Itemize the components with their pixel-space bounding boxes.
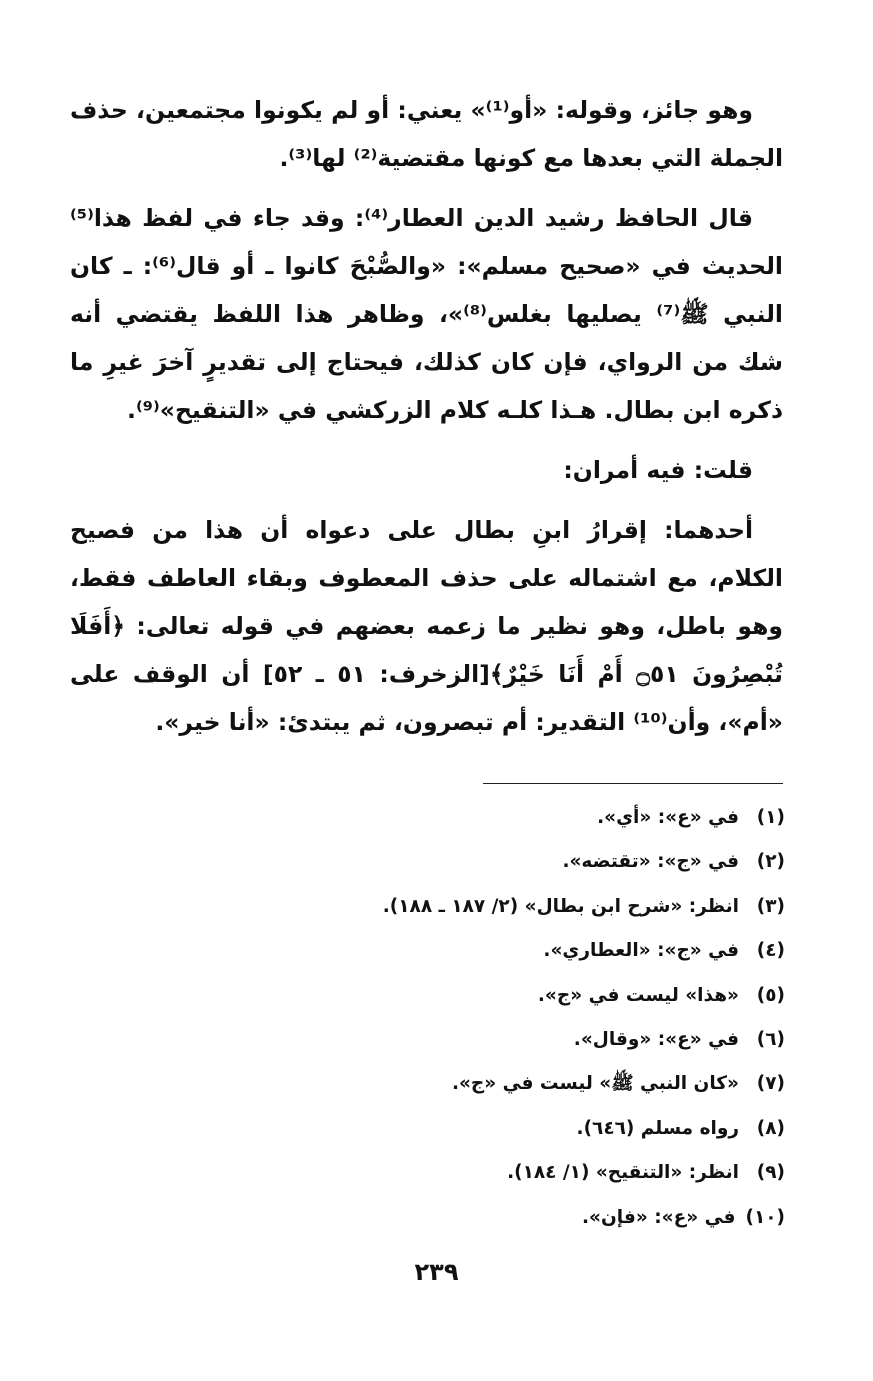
footnote-number: (١) bbox=[756, 807, 785, 828]
footnote-text: رواه مسلم (٦٤٦). bbox=[576, 1117, 739, 1139]
main-text bbox=[70, 86, 783, 746]
footnote-item bbox=[225, 1196, 785, 1240]
footnote-item bbox=[225, 1018, 785, 1062]
paragraph-1: وهو جائز، وقوله: «أو⁽¹⁾» يعني: أو لم يكونوا مجتمعين، حذف الجملة التي بعدها مع كونها مقتضية⁽²⁾ لها⁽³⁾. bbox=[70, 96, 783, 172]
footnote-number: (١٠) bbox=[745, 1206, 785, 1228]
footnote-text: انظر: «شرح ابن بطال» (٢/ ١٨٧ ـ ١٨٨). bbox=[382, 895, 739, 917]
footnote-text: انظر: «التنقيح» (١/ ١٨٤). bbox=[507, 1162, 739, 1184]
page-number: ٢٣٩ bbox=[414, 1258, 459, 1286]
paragraph-4: أحدهما: إقرارُ ابنِ بطال على دعواه أن هذا من فصيح الكلام، مع اشتماله على حذف المعطوف وبقاء العاطف فقط، وهو باطل، وهو نظير ما زعمه بعضهم في قوله تعالى: ﴿أَفَلَا تُبْصِرُونَ ۝٥١ أَمْ أَنَا خَيْرٌ﴾[الزخرف: ٥١ ـ ٥٢] أن الوقف على «أم»، وأن⁽¹⁰⁾ التقدير: أم تبصرون، ثم يبتدئ: «أنا خير». bbox=[70, 516, 783, 736]
footnote-number: (٤) bbox=[756, 940, 785, 962]
paragraph-2: قال الحافظ رشيد الدين العطار⁽⁴⁾: وقد جاء في لفظ هذا⁽⁵⁾ الحديث في «صحيح مسلم»: «والصُّبْحَ كانوا ـ أو قال⁽⁶⁾: ـ كان النبي ﷺ⁽⁷⁾ يصليها بغلس⁽⁸⁾»، وظاهر هذا اللفظ يقتضي أنه شك من الرواي، فإن كان كذلك، فيحتاج إلى تقديرٍ آخرَ غيرِ ما ذكره ابن بطال. هـذا كلـه كلام الزركشي في «التنقيح»⁽⁹⁾. bbox=[70, 204, 783, 424]
footnote-text: في «ج»: «العطاري». bbox=[543, 940, 739, 962]
footnote-number: (٢) bbox=[756, 851, 785, 873]
footnote-item bbox=[225, 1107, 785, 1151]
footnote-item bbox=[225, 1062, 785, 1106]
footnote-text: في «ع»: «أي». bbox=[597, 807, 739, 828]
footnote-text: «هذا» ليست في «ج». bbox=[537, 984, 739, 1006]
footnote-text: في «ع»: «وقال». bbox=[573, 1029, 739, 1051]
footnote-number: (٨) bbox=[756, 1117, 785, 1139]
footnote-item bbox=[225, 929, 785, 973]
footnotes-list bbox=[225, 796, 785, 1240]
footnote-item bbox=[225, 885, 785, 929]
footnote-number: (٥) bbox=[756, 984, 785, 1006]
footnote-number: (٧) bbox=[756, 1073, 785, 1095]
footnote-number: (٩) bbox=[756, 1162, 785, 1184]
footnote-item bbox=[225, 1151, 785, 1195]
footnote-separator bbox=[483, 783, 783, 784]
footnote-number: (٦) bbox=[756, 1029, 785, 1051]
footnote-text: في «ع»: «فإن». bbox=[582, 1206, 736, 1228]
footnote-text: في «ج»: «تقتضه». bbox=[562, 851, 739, 873]
paragraph-3: قلت: فيه أمران: bbox=[563, 456, 753, 484]
footnote-item bbox=[225, 840, 785, 884]
footnote-item bbox=[225, 796, 785, 840]
footnote-item bbox=[225, 974, 785, 1018]
footnote-number: (٣) bbox=[756, 895, 785, 917]
footnote-text: «كان النبي ﷺ» ليست في «ج». bbox=[451, 1073, 739, 1095]
